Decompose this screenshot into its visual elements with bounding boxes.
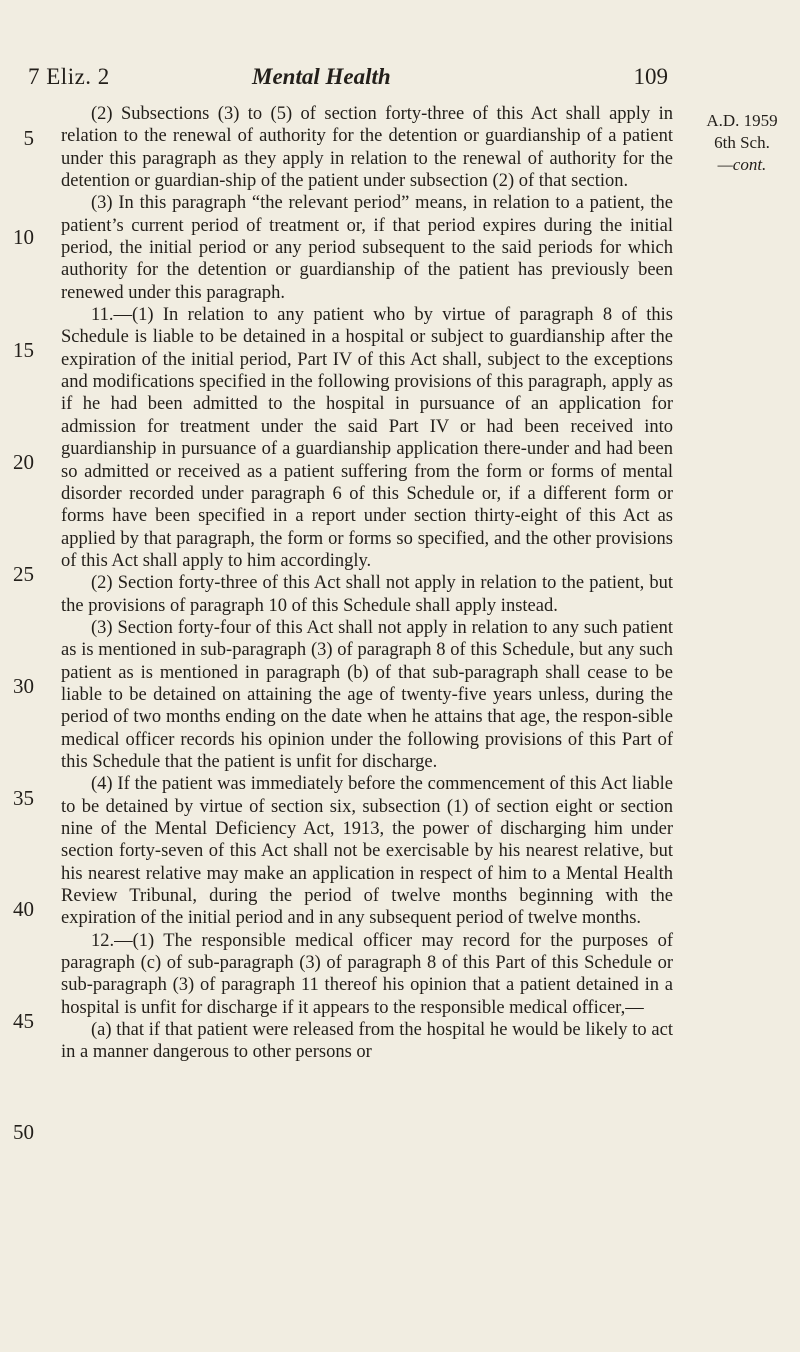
act-title: Mental Health: [252, 64, 391, 89]
line-number: 35: [13, 786, 34, 810]
margin-note-schedule: 6th Sch.: [714, 133, 770, 152]
margin-note-cont: —cont.: [717, 155, 767, 174]
margin-note: [690, 110, 794, 176]
subparagraph-11-2: (2) Section forty-three of this Act shall not apply in relation to the patient, but the provisions of paragraph 10 of this Schedule shall apply instead.: [61, 573, 673, 616]
line-number-column: [0, 0, 60, 1352]
statute-body: [61, 103, 673, 1064]
subparagraph-10-3: (3) In this paragraph “the relevant period” means, in relation to a patient, the patient’s current period of treatment or, if that period expires during the initial period, the initial period or any period subsequent to the said periods for which authority for the detention or guardianship of the patient has previously been renewed under this paragraph.: [61, 193, 673, 303]
subparagraph-10-2: (2) Subsections (3) to (5) of section forty-three of this Act shall apply in relation to the renewal of authority for the detention or guardianship of a patient under this paragraph as they apply in relation to the renewal of authority for the detention or guardian-ship of the patient under subsection (2) of that section.: [61, 104, 673, 192]
subparagraph-11-4: (4) If the patient was immediately before the commencement of this Act liable to be detained by virtue of section six, subsection (1) of section eight or section nine of the Mental Deficiency Act, 1913, the power of discharging him under section forty-seven of this Act shall not be exercisable by his nearest relative, but his nearest relative may make an application in respect of him to a Mental Health Review Tribunal, during the period of twelve months beginning with the expiration of the initial period and in any subsequent period of twelve months.: [61, 774, 673, 929]
line-number: 30: [13, 674, 34, 698]
subparagraph-11-3: (3) Section forty-four of this Act shall not apply in relation to any such patient as is mentioned in sub-paragraph (3) of paragraph 8 of this Schedule, but any such patient as is mentioned in paragraph (b) of that sub-paragraph shall cease to be liable to be detained on attaining the age of twenty-five years unless, during the period of two months ending on the date when he attains that age, the respon-sible medical officer records his opinion under the following provisions of this Part of this Schedule that the patient is unfit for discharge.: [61, 617, 673, 772]
clause-12-1-a: (a) that if that patient were released from the hospital he would be likely to act in a manner dangerous to other persons or: [61, 1020, 673, 1063]
regnal-year: 7 Eliz. 2: [28, 64, 110, 89]
paragraph-11-1: 11.—(1) In relation to any patient who by virtue of paragraph 8 of this Schedule is liable to be detained in a hospital or subject to guardianship after the expiration of the initial period, Part IV of this Act shall, subject to the exceptions and modifications specified in the following provisions of this paragraph, apply as if he had been admitted to the hospital in pursuance of an application for admission for treatment under the said Part IV or had been received into guardianship in pursuance of a guardianship application there-under and had been so admitted or received as a patient suffering from the form or forms of mental disorder recorded under paragraph 6 of this Schedule or, if a different form or forms have been specified in a report under section thirty-eight of this Act as applied by that paragraph, the form or forms so specified, and the other provisions of this Act shall apply to him accordingly.: [61, 305, 673, 571]
page-number: 109: [633, 64, 668, 89]
running-head: [28, 64, 668, 94]
line-number: 10: [13, 225, 34, 249]
paragraph-12-1: 12.—(1) The responsible medical officer may record for the purposes of paragraph (c) of sub-paragraph (3) of paragraph 8 of this Part of this Schedule or sub-paragraph (3) of paragraph 11 thereof his opinion that a patient detained in a hospital is unfit for discharge if it appears to the responsible medical officer,—: [61, 930, 673, 1018]
line-number: 5: [23, 126, 34, 150]
margin-note-year: A.D. 1959: [706, 111, 778, 130]
line-number: 20: [13, 450, 34, 474]
line-number: 45: [13, 1009, 34, 1033]
line-number: 15: [13, 338, 34, 362]
line-number: 40: [13, 897, 34, 921]
line-number: 50: [13, 1120, 34, 1144]
line-number: 25: [13, 562, 34, 586]
